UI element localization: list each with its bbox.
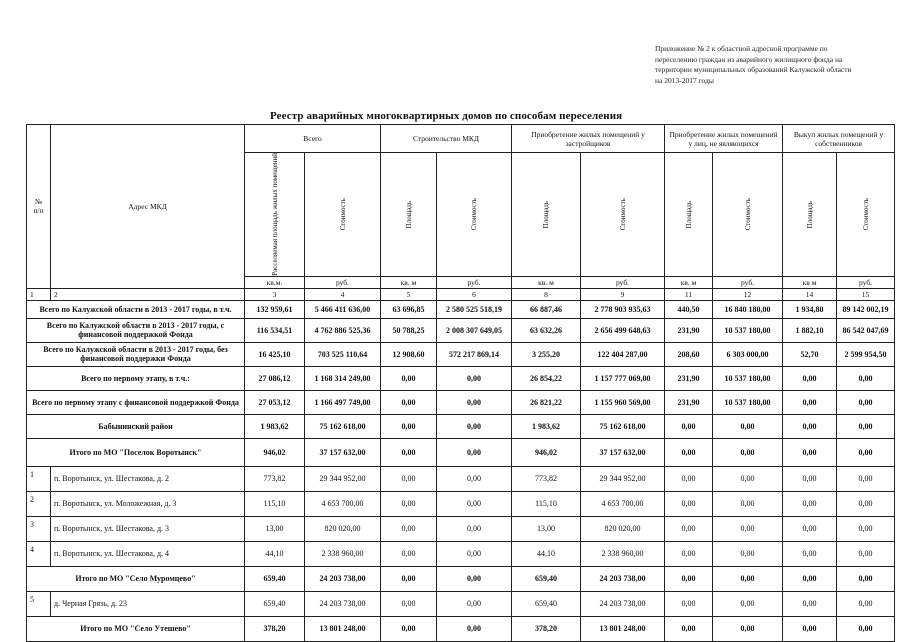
summary-label: Бабынинский район xyxy=(27,414,245,438)
value-cell: 820 020,00 xyxy=(581,516,665,541)
summary-label: Всего по первому этапу, в т.ч.: xyxy=(27,366,245,390)
value-cell: 89 142 002,19 xyxy=(837,300,895,318)
house-address: п. Воротынск, ул. Шестакова, д. 3 xyxy=(51,516,245,541)
header-sub-cell xyxy=(713,153,783,277)
value-cell: 0,00 xyxy=(837,491,895,516)
value-cell: 13,00 xyxy=(245,516,305,541)
value-cell: 0,00 xyxy=(783,366,837,390)
value-cell: 0,00 xyxy=(437,616,512,641)
value-cell: 659,40 xyxy=(245,566,305,591)
value-cell: 0,00 xyxy=(837,438,895,466)
header-sub-label: Стоимость xyxy=(470,198,478,231)
value-cell: 1 983,62 xyxy=(245,414,305,438)
header-sub-cell xyxy=(665,153,713,277)
value-cell: 0,00 xyxy=(381,591,437,616)
value-cell: 0,00 xyxy=(381,566,437,591)
col-number-cell: 5 xyxy=(381,288,437,300)
header-sub-label: Площадь xyxy=(542,200,551,229)
header-group-row xyxy=(27,125,895,153)
value-cell: 0,00 xyxy=(437,466,512,491)
note-line: территории муниципальных образований Калужской области xyxy=(655,65,852,74)
col-number-cell: 15 xyxy=(837,288,895,300)
value-cell: 75 162 618,00 xyxy=(581,414,665,438)
subtotal-row xyxy=(27,616,895,641)
summary-row xyxy=(27,390,895,414)
col-number-cell: 14 xyxy=(783,288,837,300)
value-cell: 75 162 618,00 xyxy=(305,414,381,438)
value-cell: 0,00 xyxy=(837,516,895,541)
value-cell: 0,00 xyxy=(665,438,713,466)
value-cell: 2 338 960,00 xyxy=(581,541,665,566)
col-number-cell: 12 xyxy=(713,288,783,300)
value-cell: 0,00 xyxy=(381,516,437,541)
value-cell: 13,00 xyxy=(512,516,581,541)
unit-cell: руб. xyxy=(437,276,512,288)
summary-label: Всего по Калужской области в 2013 - 2017 годы, с финансовой поддержкой Фонда xyxy=(27,318,245,342)
value-cell: 4 653 700,00 xyxy=(305,491,381,516)
unit-cell: кв. м xyxy=(665,276,713,288)
value-cell: 86 542 047,69 xyxy=(837,318,895,342)
value-cell: 0,00 xyxy=(713,414,783,438)
value-cell: 0,00 xyxy=(381,366,437,390)
value-cell: 1 155 960 569,00 xyxy=(581,390,665,414)
value-cell: 2 580 525 518,19 xyxy=(437,300,512,318)
value-cell: 0,00 xyxy=(783,516,837,541)
unit-cell: руб. xyxy=(581,276,665,288)
col-number-cell: 4 xyxy=(305,288,381,300)
value-cell: 0,00 xyxy=(713,541,783,566)
house-number: 3 xyxy=(27,516,51,541)
value-cell: 0,00 xyxy=(665,491,713,516)
value-cell: 0,00 xyxy=(437,566,512,591)
subtotal-row xyxy=(27,566,895,591)
header-sub-label: Стоимость xyxy=(861,198,870,231)
header-sub-cell xyxy=(837,153,895,277)
value-cell: 3 255,20 xyxy=(512,342,581,366)
value-cell: 115,10 xyxy=(245,491,305,516)
header-group-buyout: Выкуп жилых помещений у собственников xyxy=(783,125,895,153)
value-cell: 16 840 180,00 xyxy=(713,300,783,318)
value-cell: 16 425,10 xyxy=(245,342,305,366)
value-cell: 2 008 307 649,05 xyxy=(437,318,512,342)
value-cell: 27 086,12 xyxy=(245,366,305,390)
value-cell: 0,00 xyxy=(665,566,713,591)
unit-cell: кв. м xyxy=(512,276,581,288)
house-row xyxy=(27,491,895,516)
value-cell: 0,00 xyxy=(381,414,437,438)
value-cell: 0,00 xyxy=(837,390,895,414)
value-cell: 24 203 738,00 xyxy=(581,566,665,591)
header-sub-cell xyxy=(245,153,305,277)
summary-label: Всего по Калужской области в 2013 - 2017 годы, без финансовой поддержки Фонда xyxy=(27,342,245,366)
value-cell: 0,00 xyxy=(437,516,512,541)
header-group-others: Приобретение жилых помещений у лиц, не являющихся xyxy=(665,125,783,153)
header-colnum-row xyxy=(27,288,895,300)
value-cell: 0,00 xyxy=(837,591,895,616)
value-cell: 116 534,51 xyxy=(245,318,305,342)
header-address: Адрес МКД xyxy=(51,125,245,289)
value-cell: 1 934,80 xyxy=(783,300,837,318)
value-cell: 0,00 xyxy=(837,466,895,491)
value-cell: 773,82 xyxy=(245,466,305,491)
header-sub-cell xyxy=(305,153,381,277)
value-cell: 132 959,61 xyxy=(245,300,305,318)
value-cell: 44,10 xyxy=(245,541,305,566)
header-sub-label: Площадь xyxy=(404,200,413,229)
value-cell: 37 157 632,00 xyxy=(305,438,381,466)
value-cell: 0,00 xyxy=(381,390,437,414)
value-cell: 0,00 xyxy=(665,616,713,641)
value-cell: 0,00 xyxy=(783,566,837,591)
value-cell: 0,00 xyxy=(381,466,437,491)
header-sub-label: Стоимость xyxy=(743,198,752,231)
value-cell: 1 157 777 069,00 xyxy=(581,366,665,390)
house-number: 4 xyxy=(27,541,51,566)
unit-cell: руб. xyxy=(713,276,783,288)
value-cell: 0,00 xyxy=(783,591,837,616)
value-cell: 2 778 903 935,63 xyxy=(581,300,665,318)
value-cell: 378,20 xyxy=(245,616,305,641)
value-cell: 1 168 314 249,00 xyxy=(305,366,381,390)
value-cell: 0,00 xyxy=(713,616,783,641)
value-cell: 0,00 xyxy=(437,491,512,516)
value-cell: 0,00 xyxy=(713,516,783,541)
value-cell: 659,40 xyxy=(512,591,581,616)
value-cell: 13 801 248,00 xyxy=(305,616,381,641)
header-sub-label: Стоимость xyxy=(618,198,627,231)
value-cell: 0,00 xyxy=(783,390,837,414)
value-cell: 44,10 xyxy=(512,541,581,566)
value-cell: 4 762 886 525,36 xyxy=(305,318,381,342)
header-sub-label: Стоимость xyxy=(338,198,347,231)
value-cell: 0,00 xyxy=(381,438,437,466)
value-cell: 440,50 xyxy=(665,300,713,318)
value-cell: 231,90 xyxy=(665,318,713,342)
value-cell: 10 537 180,00 xyxy=(713,318,783,342)
summary-label: Всего по первому этапу с финансовой поддержкой Фонда xyxy=(27,390,245,414)
house-address: п. Воротынск, ул. Моложежная, д. 3 xyxy=(51,491,245,516)
summary-row xyxy=(27,318,895,342)
value-cell: 37 157 632,00 xyxy=(581,438,665,466)
value-cell: 0,00 xyxy=(665,516,713,541)
house-number: 5 xyxy=(27,591,51,616)
header-sub-label: Площадь xyxy=(805,200,814,229)
value-cell: 52,70 xyxy=(783,342,837,366)
header-sub-cell xyxy=(581,153,665,277)
summary-label: Всего по Калужской области в 2013 - 2017 годы, в т.ч. xyxy=(27,300,245,318)
value-cell: 0,00 xyxy=(837,366,895,390)
value-cell: 0,00 xyxy=(437,414,512,438)
note-line: переселению граждан из аварийного жилищного фонда на xyxy=(655,54,843,64)
value-cell: 0,00 xyxy=(713,491,783,516)
house-number: 1 xyxy=(27,466,51,491)
value-cell: 0,00 xyxy=(783,414,837,438)
value-cell: 231,90 xyxy=(665,390,713,414)
value-cell: 0,00 xyxy=(837,566,895,591)
header-sub-cell xyxy=(437,153,512,277)
value-cell: 378,20 xyxy=(512,616,581,641)
value-cell: 0,00 xyxy=(665,541,713,566)
summary-row xyxy=(27,366,895,390)
house-address: п. Воротынск, ул. Шестакова, д. 4 xyxy=(51,541,245,566)
summary-row xyxy=(27,414,895,438)
value-cell: 0,00 xyxy=(437,366,512,390)
value-cell: 10 537 180,00 xyxy=(713,366,783,390)
value-cell: 946,02 xyxy=(512,438,581,466)
col-number-cell: 6 xyxy=(437,288,512,300)
value-cell: 4 653 700,00 xyxy=(581,491,665,516)
value-cell: 66 887,46 xyxy=(512,300,581,318)
value-cell: 26 821,22 xyxy=(512,390,581,414)
unit-cell: кв м xyxy=(783,276,837,288)
header-group-construction: Строительство МКД xyxy=(381,125,512,153)
value-cell: 12 908,60 xyxy=(381,342,437,366)
summary-row xyxy=(27,300,895,318)
value-cell: 5 466 411 636,00 xyxy=(305,300,381,318)
value-cell: 0,00 xyxy=(783,466,837,491)
note-line: на 2013-2017 годы xyxy=(655,75,714,85)
house-address: п. Воротынск, ул. Шестакова, д. 2 xyxy=(51,466,245,491)
value-cell: 0,00 xyxy=(713,566,783,591)
value-cell: 0,00 xyxy=(437,541,512,566)
summary-row xyxy=(27,342,895,366)
unit-cell: руб. xyxy=(837,276,895,288)
unit-cell: руб. xyxy=(305,276,381,288)
value-cell: 0,00 xyxy=(783,438,837,466)
value-cell: 0,00 xyxy=(665,466,713,491)
value-cell: 122 404 287,00 xyxy=(581,342,665,366)
value-cell: 0,00 xyxy=(783,491,837,516)
value-cell: 2 656 499 648,63 xyxy=(581,318,665,342)
value-cell: 2 599 954,50 xyxy=(837,342,895,366)
header-group-developers: Приобретение жилых помещений у застройщиков xyxy=(512,125,665,153)
header-num: № п/п xyxy=(27,125,51,289)
col-number-cell: 11 xyxy=(665,288,713,300)
header-sub-cell xyxy=(381,153,437,277)
house-row xyxy=(27,466,895,491)
unit-cell: кв. м xyxy=(381,276,437,288)
value-cell: 29 344 952,00 xyxy=(305,466,381,491)
header-sub-label: Площадь xyxy=(684,200,693,229)
value-cell: 0,00 xyxy=(665,591,713,616)
value-cell: 1 882,10 xyxy=(783,318,837,342)
value-cell: 0,00 xyxy=(437,390,512,414)
value-cell: 115,10 xyxy=(512,491,581,516)
col-number-cell: 8 xyxy=(512,288,581,300)
value-cell: 50 788,25 xyxy=(381,318,437,342)
value-cell: 231,90 xyxy=(665,366,713,390)
value-cell: 659,40 xyxy=(245,591,305,616)
value-cell: 24 203 738,00 xyxy=(305,591,381,616)
value-cell: 572 217 869,14 xyxy=(437,342,512,366)
value-cell: 1 983,62 xyxy=(512,414,581,438)
value-cell: 24 203 738,00 xyxy=(305,566,381,591)
value-cell: 26 854,22 xyxy=(512,366,581,390)
value-cell: 659,40 xyxy=(512,566,581,591)
value-cell: 13 801 248,00 xyxy=(581,616,665,641)
value-cell: 946,02 xyxy=(245,438,305,466)
value-cell: 0,00 xyxy=(837,414,895,438)
value-cell: 0,00 xyxy=(665,414,713,438)
house-row xyxy=(27,591,895,616)
house-row xyxy=(27,541,895,566)
value-cell: 0,00 xyxy=(437,438,512,466)
value-cell: 10 537 180,00 xyxy=(713,390,783,414)
value-cell: 6 303 000,00 xyxy=(713,342,783,366)
house-row xyxy=(27,516,895,541)
col-number-cell: 1 xyxy=(27,288,51,300)
header-sub-cell xyxy=(512,153,581,277)
house-address: д. Черная Грязь, д. 23 xyxy=(51,591,245,616)
col-number-cell: 2 xyxy=(51,288,245,300)
value-cell: 0,00 xyxy=(381,541,437,566)
value-cell: 27 053,12 xyxy=(245,390,305,414)
value-cell: 0,00 xyxy=(713,438,783,466)
value-cell: 1 166 497 749,00 xyxy=(305,390,381,414)
house-number: 2 xyxy=(27,491,51,516)
summary-row xyxy=(27,438,895,466)
value-cell: 0,00 xyxy=(837,541,895,566)
value-cell: 820 020,00 xyxy=(305,516,381,541)
document-title: Реестр аварийных многоквартирных домов по способам переселения xyxy=(270,110,623,122)
value-cell: 0,00 xyxy=(783,541,837,566)
summary-label: Итого по МО "Поселок Воротынск" xyxy=(27,438,245,466)
header-sub-label: Расселяемая площадь жилых помещений xyxy=(270,153,279,276)
value-cell: 0,00 xyxy=(837,616,895,641)
value-cell: 208,60 xyxy=(665,342,713,366)
col-number-cell: 9 xyxy=(581,288,665,300)
value-cell: 0,00 xyxy=(783,616,837,641)
value-cell: 0,00 xyxy=(713,466,783,491)
header-group-total: Всего xyxy=(245,125,381,153)
value-cell: 0,00 xyxy=(381,491,437,516)
note-line: Приложение № 2 к областной адресной программе по xyxy=(655,44,828,53)
value-cell: 63 696,85 xyxy=(381,300,437,318)
subtotal-label: Итого по МО "Село Муромцево" xyxy=(27,566,245,591)
registry-table xyxy=(26,124,895,642)
value-cell: 703 525 110,64 xyxy=(305,342,381,366)
value-cell: 2 338 960,00 xyxy=(305,541,381,566)
value-cell: 29 344 952,00 xyxy=(581,466,665,491)
unit-cell: кв.м. xyxy=(245,276,305,288)
value-cell: 24 203 738,00 xyxy=(581,591,665,616)
value-cell: 0,00 xyxy=(713,591,783,616)
value-cell: 773,82 xyxy=(512,466,581,491)
value-cell: 0,00 xyxy=(437,591,512,616)
subtotal-label: Итого по МО "Село Утешево" xyxy=(27,616,245,641)
header-sub-cell xyxy=(783,153,837,277)
value-cell: 0,00 xyxy=(381,616,437,641)
appendix-note xyxy=(655,44,900,86)
col-number-cell: 3 xyxy=(245,288,305,300)
value-cell: 63 632,26 xyxy=(512,318,581,342)
